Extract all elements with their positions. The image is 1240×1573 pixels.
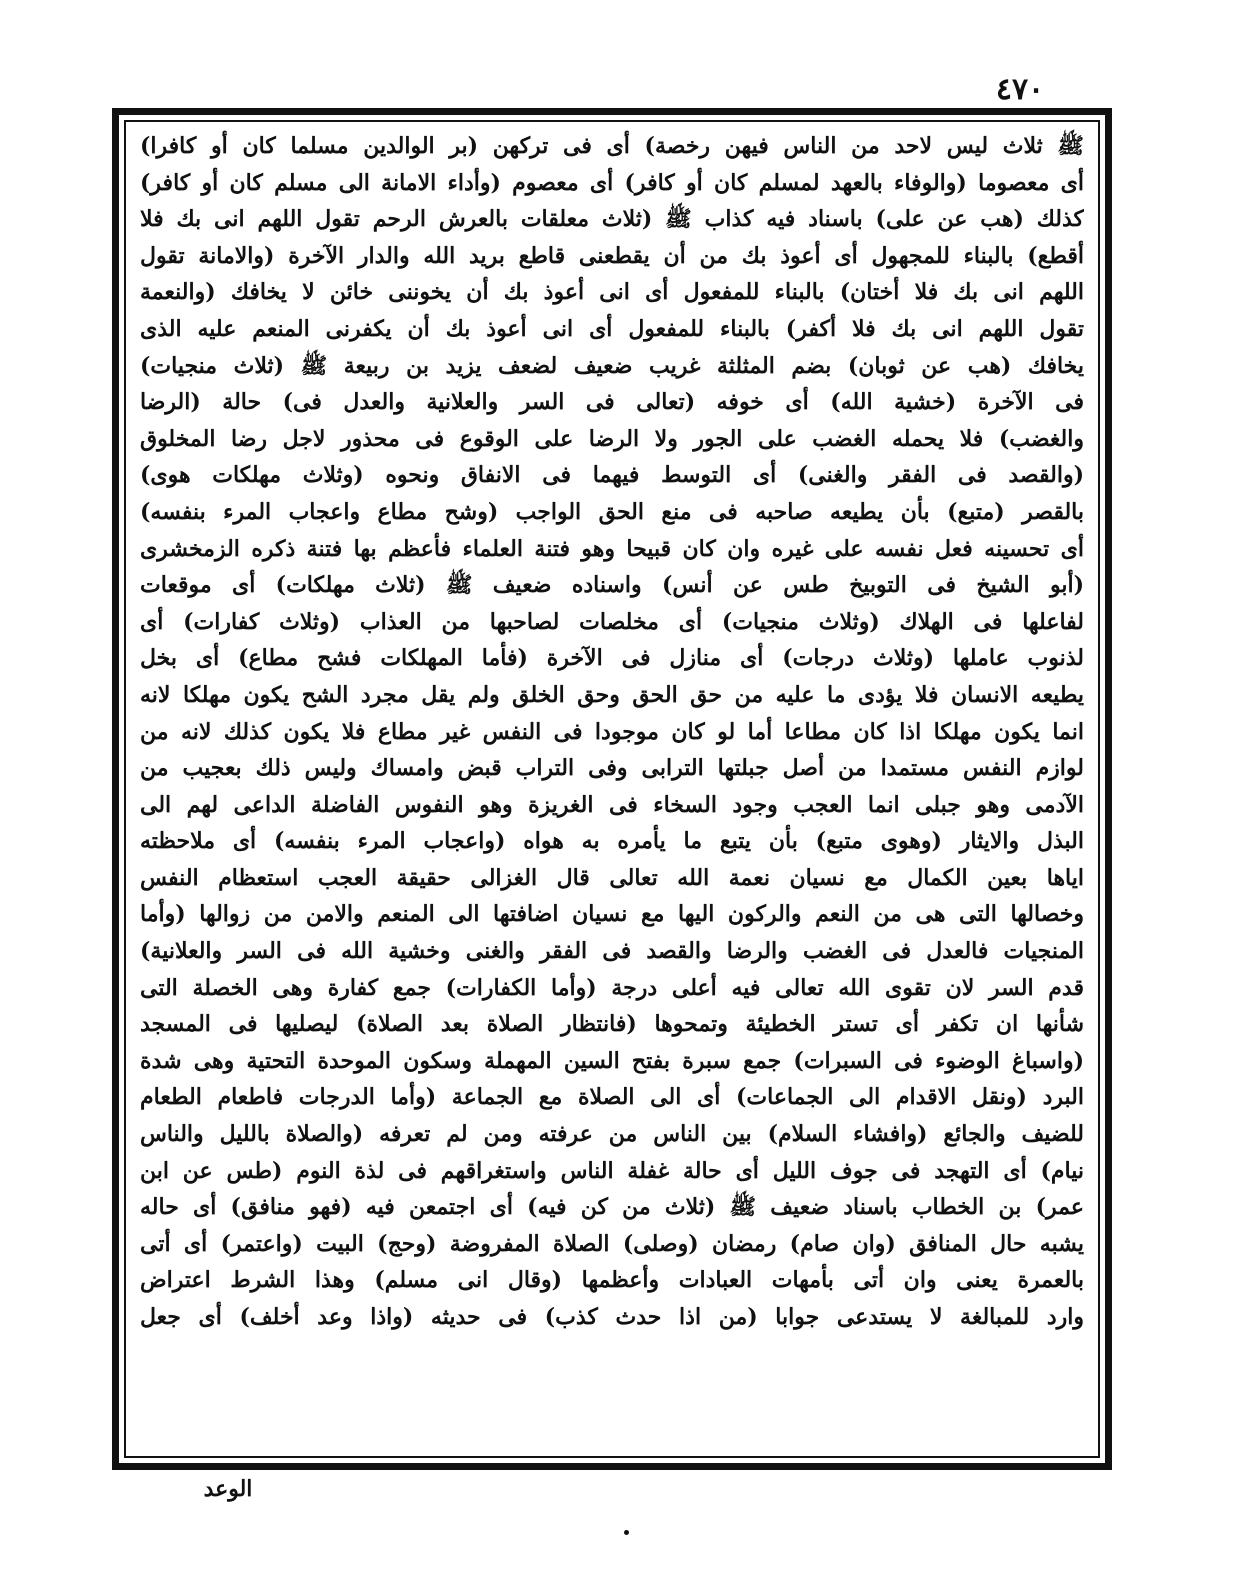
text-line: ﷺ ثلاث ليس لاحد من الناس فيهن رخصة) أى فى تركهن (بر الوالدين مسلما كان أو كافرا) [140,133,1084,159]
text-line: المنجيات فالعدل فى الغضب والرضا والقصد فى الفقر والغنى وخشية الله فى السر والعلانية) [140,938,1084,965]
text-line: تقول اللهم انى بك فلا أكفر) بالبناء للمفعول أى انى أعوذ بك أن يكفرنى المنعم عليه الذى [140,315,1084,342]
catchword: الوعد [203,1476,253,1502]
text-line: البذل والايثار (وهوى متبع) بأن يتبع ما يأمره به هواه (واعجاب المرء بنفسه) أى ملاحظته [140,828,1084,855]
text-line: البرد (ونقل الاقدام الى الجماعات) أى الى الصلاة مع الجماعة (وأما الدرجات فاطعام الطعام [140,1084,1084,1111]
text-line: اياها بعين الكمال مع نسيان نعمة الله تعالى قال الغزالى حقيقة العجب استعظام النفس [140,864,1084,891]
text-line: شأنها ان تكفر أى تستر الخطيئة وتمحوها (فانتظار الصلاة بعد الصلاة) ليصليها فى المسجد [140,1011,1084,1038]
text-line: وخصالها التى هى من النعم والركون اليها مع نسيان اضافتها الى المنعم والامن من زوالها (وأما [140,901,1084,928]
text-line: والغضب) فلا يحمله الغضب على الجور ولا الرضا على الوقوع فى محذور لاجل رضا المخلوق [140,425,1084,452]
text-line: (واسباغ الوضوء فى السبرات) جمع سبرة بفتح السين المهملة وسكون الموحدة التحتية وهى شدة [140,1047,1084,1074]
ink-dot [624,1530,629,1535]
page-number: ٤٧٠ [995,72,1045,107]
text-line: وارد للمبالغة لا يستدعى جوابا (من اذا حدث كذب) فى حديثه (واذا وعد أخلف) أى جعل [140,1304,1084,1330]
text-line: فى الآخرة (خشية الله) أى خوفه (تعالى فى السر والعلانية والعدل فى) حالة (الرضا [140,389,1084,416]
text-line: نيام) أى التهجد فى جوف الليل أى حالة غفلة الناس واستغراقهم فى لذة النوم (طس عن ابن [140,1157,1084,1184]
text-line: الآدمى وهو جبلى انما العجب وجود السخاء فى الغريزة وهو النفوس الفاضلة الداعى لهم الى [140,791,1084,818]
text-line: أى تحسينه فعل نفسه على غيره وان كان قبيحا وهو فتنة العلماء فأعظم بها فتنة ذكره الزمخشرى [140,535,1084,562]
text-line: أقطع) بالبناء للمجهول أى أعوذ بك من أن يقطعنى قاطع بريد الله والدار الآخرة (والامانة تقول [140,242,1084,269]
text-line: لذنوب عاملها (وثلاث درجات) أى منازل فى الآخرة (فأما المهلكات فشح مطاع) أى بخل [140,645,1084,672]
text-line: أى معصوما (والوفاء بالعهد لمسلم كان أو كافر) أى معصوم (وأداء الامانة الى مسلم كان أو كافر) [140,169,1084,196]
text-line: قدم السر لان تقوى الله تعالى فيه أعلى درجة (وأما الكفارات) جمع كفارة وهى الخصلة التى [140,974,1084,1001]
text-line: كذلك (هب عن على) باسناد فيه كذاب ﷺ (ثلاث معلقات بالعرش الرحم تقول اللهم انى بك فلا [140,206,1084,233]
text-line: يخافك (هب عن ثوبان) بضم المثلثة غريب ضعيف لضعف يزيد بن ربيعة ﷺ (ثلاث منجيات) [140,352,1084,379]
text-line [140,1372,1084,1409]
text-line: (والقصد فى الفقر والغنى) أى التوسط فيهما فى الانفاق ونحوه (وثلاث مهلكات هوى) [140,462,1084,489]
text-line: عمر) بن الخطاب باسناد ضعيف ﷺ (ثلاث من كن فيه) أى اجتمعن فيه (فهو منافق) أى حاله [140,1194,1084,1221]
main-text-block [140,128,1084,1450]
text-line: لفاعلها فى الهلاك (وثلاث منجيات) أى مخلصات لصاحبها من العذاب (وثلاث كفارات) أى [140,608,1084,635]
text-line: للضيف والجائع (وافشاء السلام) بين الناس من عرفته ومن لم تعرفه (والصلاة بالليل والناس [140,1121,1084,1148]
text-line: اللهم انى بك فلا أختان) بالبناء للمفعول أى انى أعوذ بك أن يخوننى خائن لا يخافك (والنعمة [140,279,1084,306]
text-line [140,1409,1084,1446]
text-line: بالعمرة يعنى وان أتى بأمهات العبادات وأعظمها (وقال انى مسلم) وهذا الشرط اعتراض [140,1267,1084,1294]
text-line: يشبه حال المنافق (وان صام) رمضان (وصلى) الصلاة المفروضة (وحج) البيت (واعتمر) أى أتى [140,1230,1084,1257]
text-line: انما يكون مهلكا اذا كان مطاعا أما لو كان موجودا فى النفس غير مطاع فلا يكون كذلك لانه من [140,718,1084,745]
text-line: (أبو الشيخ فى التوبيخ طس عن أنس) واسناده ضعيف ﷺ (ثلاث مهلكات) أى موقعات [140,572,1084,599]
text-line: بالقصر (متبع) بأن يطيعه صاحبه فى منع الحق الواجب (وشح مطاع واعجاب المرء بنفسه) [140,498,1084,525]
text-line: يطيعه الانسان فلا يؤدى ما عليه من حق الحق وحق الخلق ولم يقل مجرد الشح يكون مهلكا لانه [140,681,1084,708]
text-line: لوازم النفس مستمدا من أصل جبلتها الترابى وفى التراب قبض وامساك وليس ذلك بعجيب من [140,755,1084,782]
text-line [140,1336,1084,1373]
